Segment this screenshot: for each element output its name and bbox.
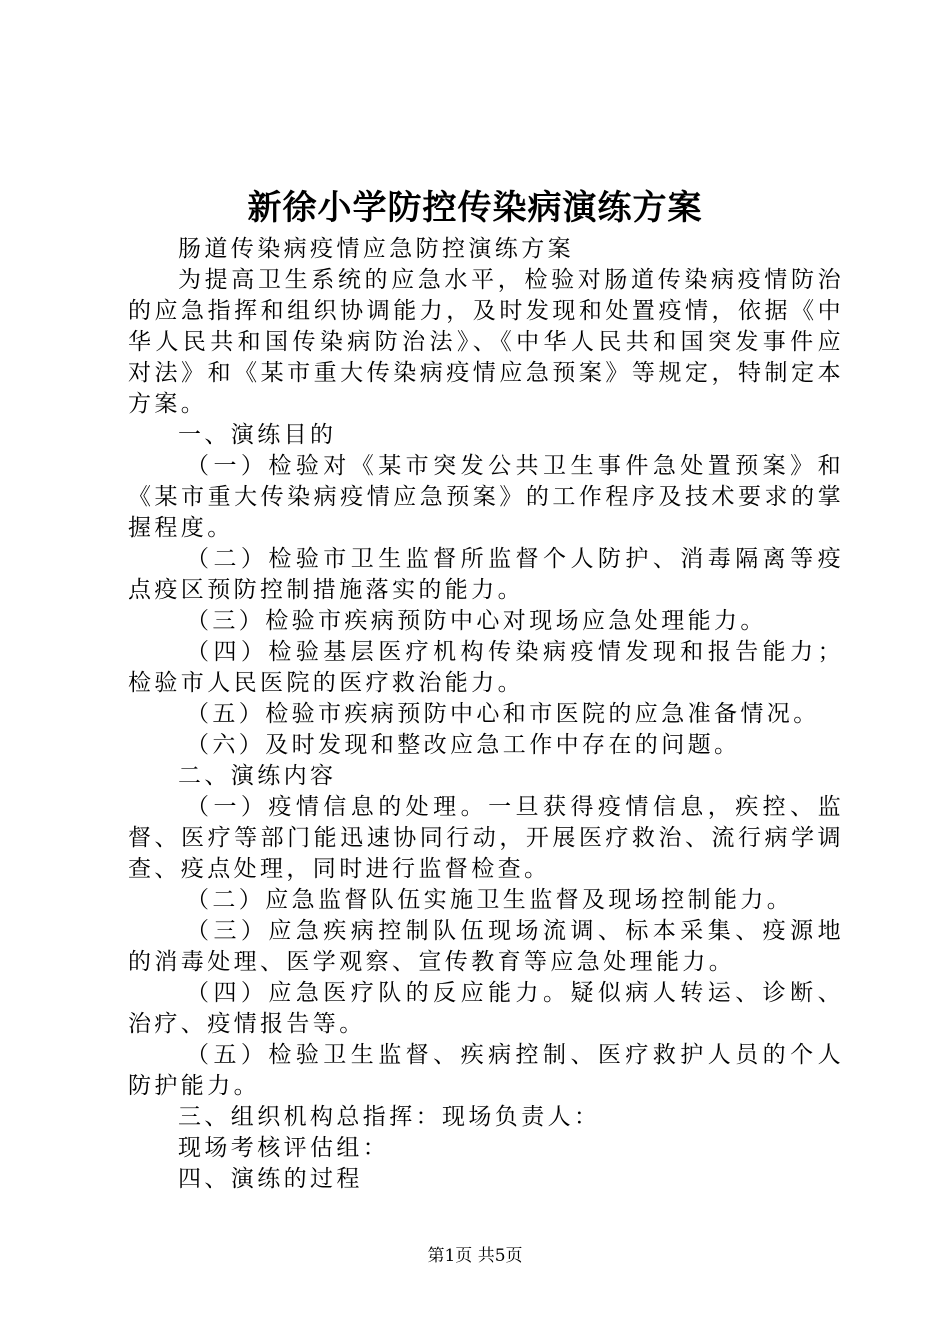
- section-heading: 肠道传染病疫情应急防控演练方案: [178, 236, 574, 262]
- document-body: [128, 234, 844, 1195]
- section-heading-content: 二、演练内容: [178, 763, 337, 789]
- assessment-group-line: 现场考核评估组：: [178, 1135, 390, 1161]
- content-item-1: （一）疫情信息的处理。一旦获得疫情信息，疾控、监督、医疗等部门能迅速协同行动，开展医疗救治、流行病学调查、疫点处理，同时进行监督检查。: [128, 794, 844, 882]
- document-title: 新徐小学防控传染病演练方案: [247, 188, 703, 228]
- content-item-5: （五）检验卫生监督、疾病控制、医疗救护人员的个人防护能力。: [128, 1042, 844, 1099]
- purpose-item-5: （五）检验市疾病预防中心和市医院的应急准备情况。: [186, 701, 820, 727]
- section-heading-organization: 三、组织机构总指挥：现场负责人：: [178, 1104, 601, 1130]
- purpose-item-1: （一）检验对《某市突发公共卫生事件急处置预案》和《某市重大传染病疫情应急预案》的工作程序及技术要求的掌握程度。: [128, 453, 844, 541]
- purpose-item-6: （六）及时发现和整改应急工作中存在的问题。: [186, 732, 741, 758]
- purpose-item-3: （三）检验市疾病预防中心对现场应急处理能力。: [186, 608, 767, 634]
- section-heading-purpose: 一、演练目的: [178, 422, 337, 448]
- content-item-2: （二）应急监督队伍实施卫生监督及现场控制能力。: [186, 887, 794, 913]
- purpose-item-4: （四）检验基层医疗机构传染病疫情发现和报告能力；检验市人民医院的医疗救治能力。: [128, 639, 844, 696]
- content-item-4: （四）应急医疗队的反应能力。疑似病人转运、诊断、治疗、疫情报告等。: [128, 980, 844, 1037]
- intro-paragraph: 为提高卫生系统的应急水平，检验对肠道传染病疫情防治的应急指挥和组织协调能力，及时发现和处置疫情，依据《中华人民共和国传染病防治法》、《中华人民共和国突发事件应对法》和《某市重大传染病疫情应急预案》等规定，特制定本方案。: [128, 267, 844, 417]
- purpose-item-2: （二）检验市卫生监督所监督个人防护、消毒隔离等疫点疫区预防控制措施落实的能力。: [128, 546, 844, 603]
- content-item-3: （三）应急疾病控制队伍现场流调、标本采集、疫源地的消毒处理、医学观察、宣传教育等应急处理能力。: [128, 918, 844, 975]
- page-footer: 第1页 共5页: [427, 1246, 523, 1266]
- section-heading-process: 四、演练的过程: [178, 1166, 363, 1192]
